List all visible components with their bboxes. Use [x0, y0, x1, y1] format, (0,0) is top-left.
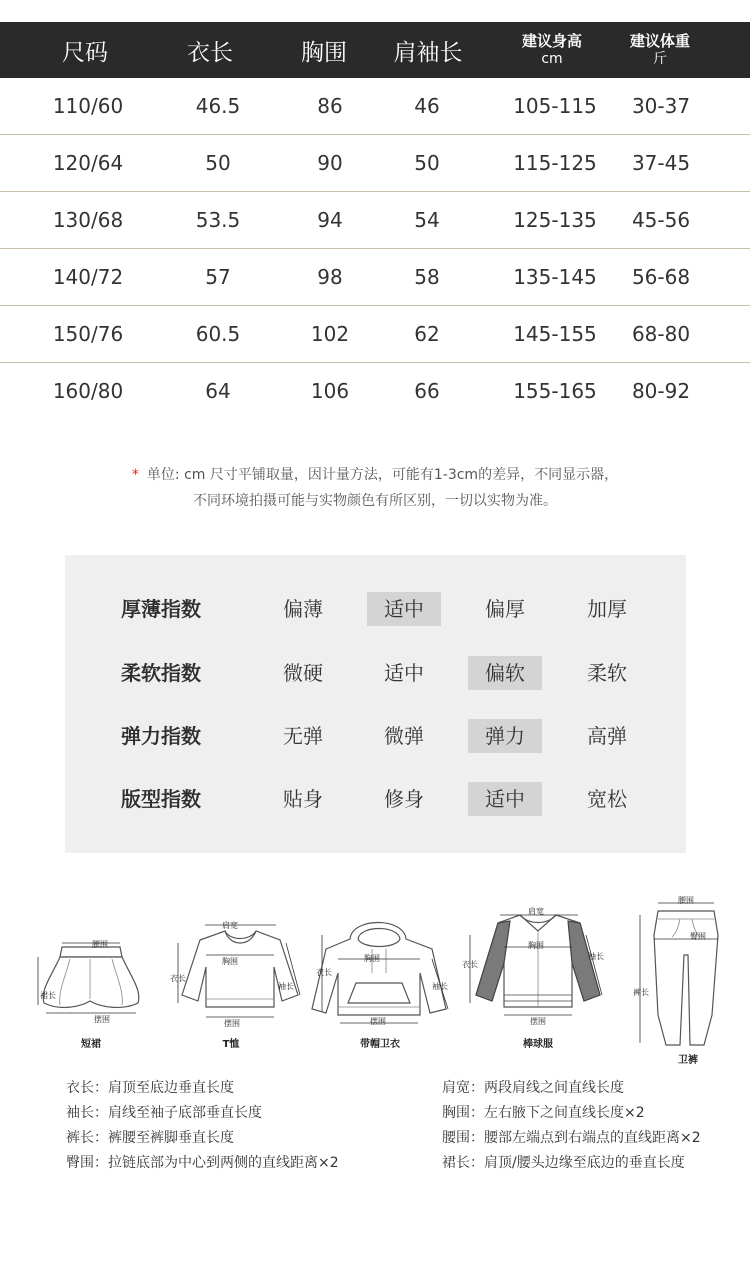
cell-size: 150/76: [52, 322, 124, 346]
baseball-chest-label: 胸围: [528, 941, 544, 950]
cell-chest: 106: [310, 379, 350, 403]
fabric-index-option: 偏薄: [283, 597, 323, 621]
fabric-index-option: 适中: [384, 661, 424, 685]
fabric-index-panel: [65, 555, 686, 853]
cell-weight: 30-37: [631, 94, 691, 118]
cell-height: 155-165: [513, 379, 597, 403]
skirt-length-label: 裙长: [40, 991, 56, 1000]
table-row: [0, 249, 750, 306]
hoodie-chest-label: 胸围: [364, 954, 380, 963]
fabric-index-label: 弹力指数: [121, 724, 201, 748]
cell-height: 135-145: [513, 265, 597, 289]
definitions-left: [66, 1078, 339, 1178]
cell-length: 57: [205, 265, 231, 289]
fabric-index-option: 柔软: [587, 661, 627, 685]
hoodie-name: 带帽卫衣: [360, 1039, 400, 1050]
table-row: [0, 363, 750, 420]
cell-shoulder-sleeve: 54: [414, 208, 440, 232]
tshirt-hem-label: 摆围: [224, 1019, 240, 1028]
cell-size: 130/68: [52, 208, 124, 232]
fabric-index-option-selected: 弹力: [468, 719, 542, 753]
note-line-2: 不同环境拍摄可能与实物颜色有所区别，一切以实物为准。: [193, 493, 557, 509]
cell-weight: 56-68: [631, 265, 691, 289]
cell-chest: 86: [317, 94, 343, 118]
fabric-index-option: 修身: [384, 787, 424, 811]
tshirt-shoulder-label: 肩宽: [222, 921, 238, 930]
cell-length: 64: [205, 379, 231, 403]
fabric-index-option-selected: 偏软: [468, 656, 542, 690]
table-row: [0, 306, 750, 363]
tshirt-chest-label: 胸围: [222, 957, 238, 966]
cell-chest: 98: [317, 265, 343, 289]
baseball-name: 棒球服: [523, 1039, 553, 1050]
cell-length: 60.5: [195, 322, 241, 346]
cell-weight: 80-92: [631, 379, 691, 403]
header-height: [522, 22, 582, 78]
fabric-index-label: 厚薄指数: [121, 597, 201, 621]
header-height-unit: cm: [541, 51, 563, 67]
table-row: [0, 192, 750, 249]
cell-chest: 90: [317, 151, 343, 175]
definition-skirt-length: 裙长：肩顶/腰头边缘至底边的垂直长度: [442, 1155, 685, 1171]
fabric-index-option: 加厚: [587, 597, 627, 621]
fabric-index-option: 贴身: [283, 787, 323, 811]
header-weight-label: 建议体重: [629, 32, 691, 50]
definition-sleeve: 袖长：肩线至袖子底部垂直长度: [66, 1105, 262, 1121]
cell-size: 140/72: [52, 265, 124, 289]
fabric-index-option: 宽松: [587, 787, 627, 811]
pants-name: 卫裤: [678, 1055, 698, 1066]
cell-weight: 68-80: [631, 322, 691, 346]
definition-length: 衣长：肩顶至底边垂直长度: [66, 1080, 234, 1096]
cell-height: 105-115: [513, 94, 597, 118]
hoodie-sleeve-label: 袖长: [432, 982, 448, 991]
cell-shoulder-sleeve: 50: [414, 151, 440, 175]
cell-length: 53.5: [195, 208, 241, 232]
cell-weight: 37-45: [631, 151, 691, 175]
cell-size: 120/64: [52, 151, 124, 175]
tshirt-illustration: [178, 925, 300, 1017]
baseball-sleeve-label: 袖长: [588, 952, 604, 961]
header-height-label: 建议身高: [521, 32, 583, 50]
pants-hip-label: 臀围: [690, 932, 706, 941]
fabric-index-label: 柔软指数: [121, 661, 201, 685]
hoodie-hem-label: 摆围: [370, 1017, 386, 1026]
definition-hip: 臀围：拉链底部为中心到两侧的直线距离×2: [66, 1155, 339, 1171]
header-size: 尺码: [62, 39, 108, 66]
header-weight: [630, 22, 690, 78]
cell-weight: 45-56: [631, 208, 691, 232]
cell-height: 125-135: [513, 208, 597, 232]
fabric-index-option-selected: 适中: [468, 782, 542, 816]
size-table-body: [0, 78, 750, 420]
cell-shoulder-sleeve: 66: [414, 379, 440, 403]
note-star: *: [131, 467, 139, 483]
header-chest: 胸围: [301, 39, 347, 66]
note-line-1-text: 单位: cm 尺寸平铺取量，因计量方法，可能有1-3cm的差异，不同显示器，: [146, 467, 619, 483]
definition-waist: 腰围：腰部左端点到右端点的直线距离×2: [442, 1130, 701, 1146]
definition-shoulder: 肩宽：两段肩线之间直线长度: [442, 1080, 624, 1096]
fabric-index-row: [65, 719, 686, 753]
pants-illustration: [640, 903, 718, 1045]
cell-height: 115-125: [513, 151, 597, 175]
header-weight-unit: 斤: [652, 51, 667, 67]
cell-length: 46.5: [195, 94, 241, 118]
note-line-1: [0, 462, 750, 488]
baseball-jacket-illustration: [470, 915, 602, 1015]
fabric-index-option: 微硬: [283, 661, 323, 685]
measurement-note: [0, 462, 750, 514]
cell-chest: 102: [310, 322, 350, 346]
fabric-index-option: 微弹: [384, 724, 424, 748]
table-row: [0, 135, 750, 192]
tshirt-sleeve-label: 袖长: [278, 982, 294, 991]
definition-chest: 胸围：左右腋下之间直线长度×2: [442, 1105, 645, 1121]
skirt-illustration: [38, 943, 139, 1013]
cell-shoulder-sleeve: 62: [414, 322, 440, 346]
pants-length-label: 裤长: [633, 988, 649, 997]
cell-shoulder-sleeve: 46: [414, 94, 440, 118]
cell-height: 145-155: [513, 322, 597, 346]
fabric-index-option: 无弹: [283, 724, 323, 748]
fabric-index-option: 偏厚: [485, 597, 525, 621]
cell-shoulder-sleeve: 58: [414, 265, 440, 289]
cell-size: 110/60: [52, 94, 124, 118]
header-length: 衣长: [187, 39, 233, 66]
cell-size: 160/80: [52, 379, 124, 403]
tshirt-name: T恤: [222, 1039, 240, 1050]
baseball-hem-label: 摆围: [530, 1017, 546, 1026]
baseball-shoulder-label: 肩宽: [528, 907, 544, 916]
fabric-index-label: 版型指数: [121, 787, 201, 811]
skirt-waist-label: 腰围: [92, 940, 108, 949]
fabric-index-row: [65, 782, 686, 816]
fabric-index-row: [65, 656, 686, 690]
fabric-index-row: [65, 592, 686, 626]
tshirt-length-label: 衣长: [170, 974, 186, 983]
fabric-index-option: 高弹: [587, 724, 627, 748]
pants-waist-label: 腰围: [678, 896, 694, 905]
hoodie-illustration: [312, 923, 448, 1024]
skirt-name: 短裙: [81, 1039, 101, 1050]
definitions-right: [442, 1078, 701, 1178]
skirt-hem-label: 摆围: [94, 1015, 110, 1024]
baseball-length-label: 衣长: [462, 960, 478, 969]
size-table: [0, 22, 750, 420]
header-shoulder-sleeve: 肩袖长: [393, 39, 463, 66]
garment-diagrams: [0, 895, 750, 1070]
fabric-index-option-selected: 适中: [367, 592, 441, 626]
size-table-header: [0, 22, 750, 78]
cell-length: 50: [205, 151, 231, 175]
hoodie-length-label: 衣长: [316, 968, 332, 977]
definition-pants-length: 裤长：裤腰至裤脚垂直长度: [66, 1130, 234, 1146]
table-row: [0, 78, 750, 135]
cell-chest: 94: [317, 208, 343, 232]
